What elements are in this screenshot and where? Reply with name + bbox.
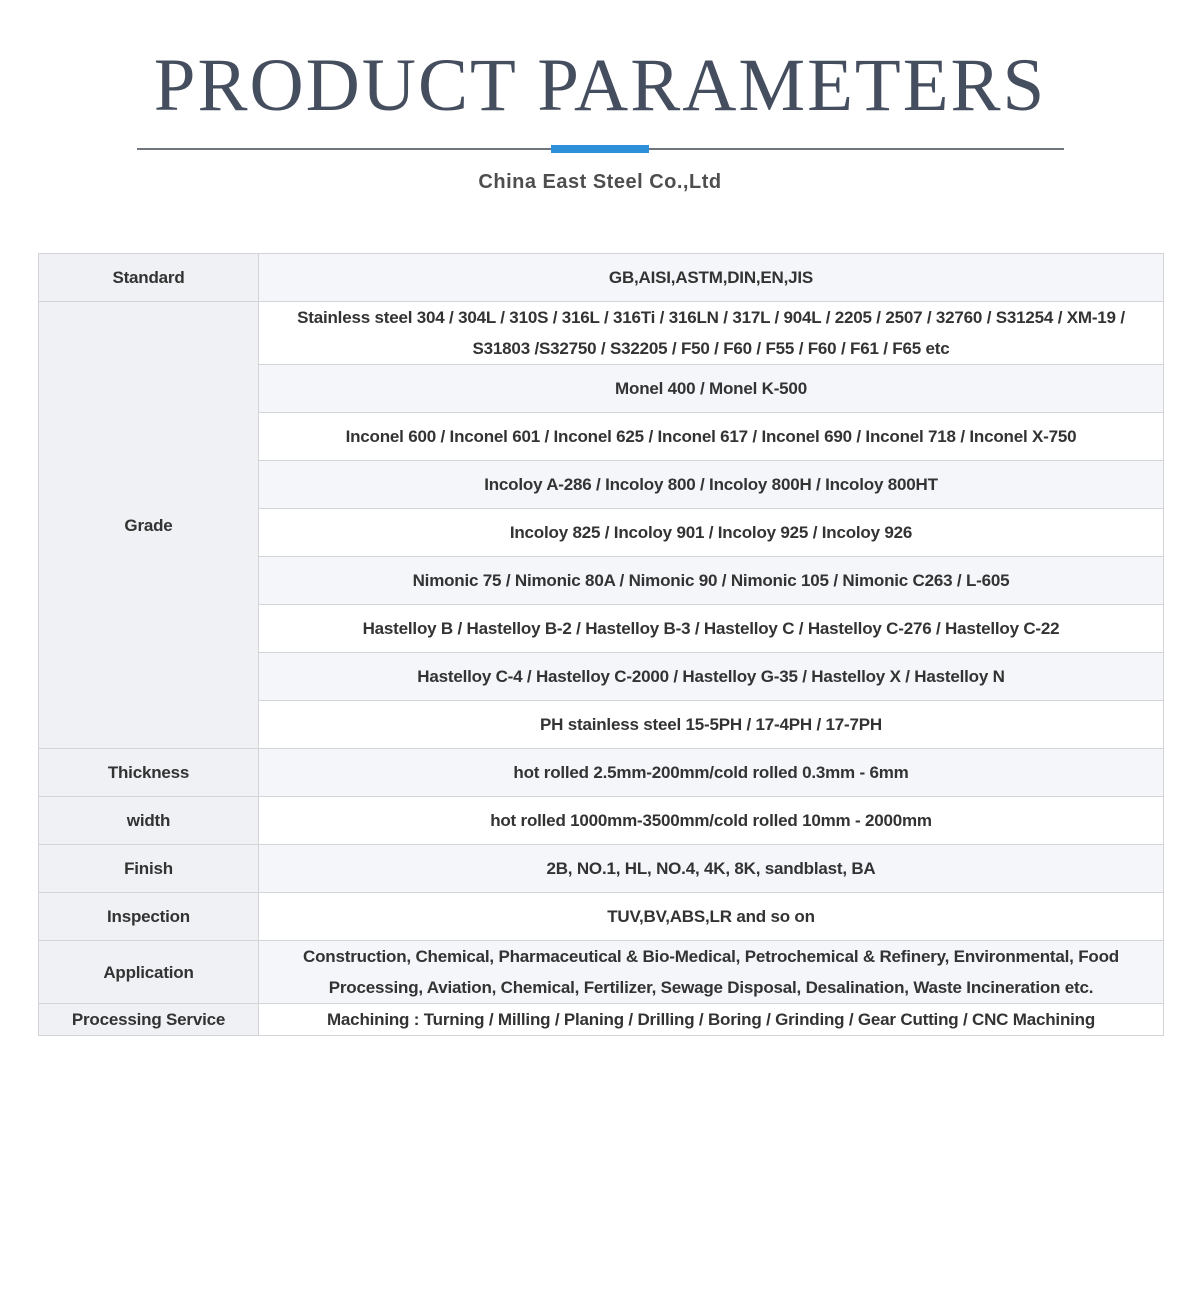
table-row-application xyxy=(39,941,1164,1004)
row-label-processing-service: Processing Service xyxy=(39,1004,259,1036)
row-label-grade: Grade xyxy=(39,302,259,749)
row-label-inspection: Inspection xyxy=(39,893,259,941)
row-value-application: Construction, Chemical, Pharmaceutical & Bio-Medical, Petrochemical & Refinery, Environmental, Food Processing, Aviation, Chemical, Fertilizer, Sewage Disposal, Desalination, Waste Incineration etc. xyxy=(259,941,1164,1004)
parameters-table xyxy=(38,253,1164,1036)
row-label-standard: Standard xyxy=(39,254,259,302)
table-row-processing-service xyxy=(39,1004,1164,1036)
row-value-standard: GB,AISI,ASTM,DIN,EN,JIS xyxy=(259,254,1164,302)
title-divider xyxy=(137,148,1064,150)
table-row-grade xyxy=(39,302,1164,365)
table-row-thickness xyxy=(39,749,1164,797)
row-value-thickness: hot rolled 2.5mm-200mm/cold rolled 0.3mm - 6mm xyxy=(259,749,1164,797)
row-value-processing-service: Machining : Turning / Milling / Planing / Drilling / Boring / Grinding / Gear Cutting / CNC Machining xyxy=(259,1004,1164,1036)
grade-item-ph: PH stainless steel 15-5PH / 17-4PH / 17-7PH xyxy=(259,701,1164,749)
table-row-width xyxy=(39,797,1164,845)
grade-item-monel: Monel 400 / Monel K-500 xyxy=(259,365,1164,413)
row-value-width: hot rolled 1000mm-3500mm/cold rolled 10mm - 2000mm xyxy=(259,797,1164,845)
table-row-finish xyxy=(39,845,1164,893)
company-name: China East Steel Co.,Ltd xyxy=(478,171,722,193)
table-row-inspection xyxy=(39,893,1164,941)
row-label-thickness: Thickness xyxy=(39,749,259,797)
grade-item-stainless: Stainless steel 304 / 304L / 310S / 316L / 316Ti / 316LN / 317L / 904L / 2205 / 2507 / 32760 / S31254 / XM-19 / S31803 /S32750 / S32205 / F50 / F60 / F55 / F60 / F61 / F65 etc xyxy=(259,302,1164,365)
row-label-width: width xyxy=(39,797,259,845)
row-label-finish: Finish xyxy=(39,845,259,893)
grade-item-hastelloy-b: Hastelloy B / Hastelloy B-2 / Hastelloy B-3 / Hastelloy C / Hastelloy C-276 / Hastelloy C-22 xyxy=(259,605,1164,653)
grade-item-nimonic: Nimonic 75 / Nimonic 80A / Nimonic 90 / Nimonic 105 / Nimonic C263 / L-605 xyxy=(259,557,1164,605)
grade-item-inconel: Inconel 600 / Inconel 601 / Inconel 625 / Inconel 617 / Inconel 690 / Inconel 718 / Inconel X-750 xyxy=(259,413,1164,461)
divider-accent-bar xyxy=(551,145,649,153)
row-label-application: Application xyxy=(39,941,259,1004)
row-value-finish: 2B, NO.1, HL, NO.4, 4K, 8K, sandblast, BA xyxy=(259,845,1164,893)
grade-item-incoloy-825: Incoloy 825 / Incoloy 901 / Incoloy 925 / Incoloy 926 xyxy=(259,509,1164,557)
grade-item-hastelloy-c: Hastelloy C-4 / Hastelloy C-2000 / Hastelloy G-35 / Hastelloy X / Hastelloy N xyxy=(259,653,1164,701)
page-title: PRODUCT PARAMETERS xyxy=(153,44,1047,127)
row-value-inspection: TUV,BV,ABS,LR and so on xyxy=(259,893,1164,941)
grade-item-incoloy-a: Incoloy A-286 / Incoloy 800 / Incoloy 800H / Incoloy 800HT xyxy=(259,461,1164,509)
table-row-standard xyxy=(39,254,1164,302)
